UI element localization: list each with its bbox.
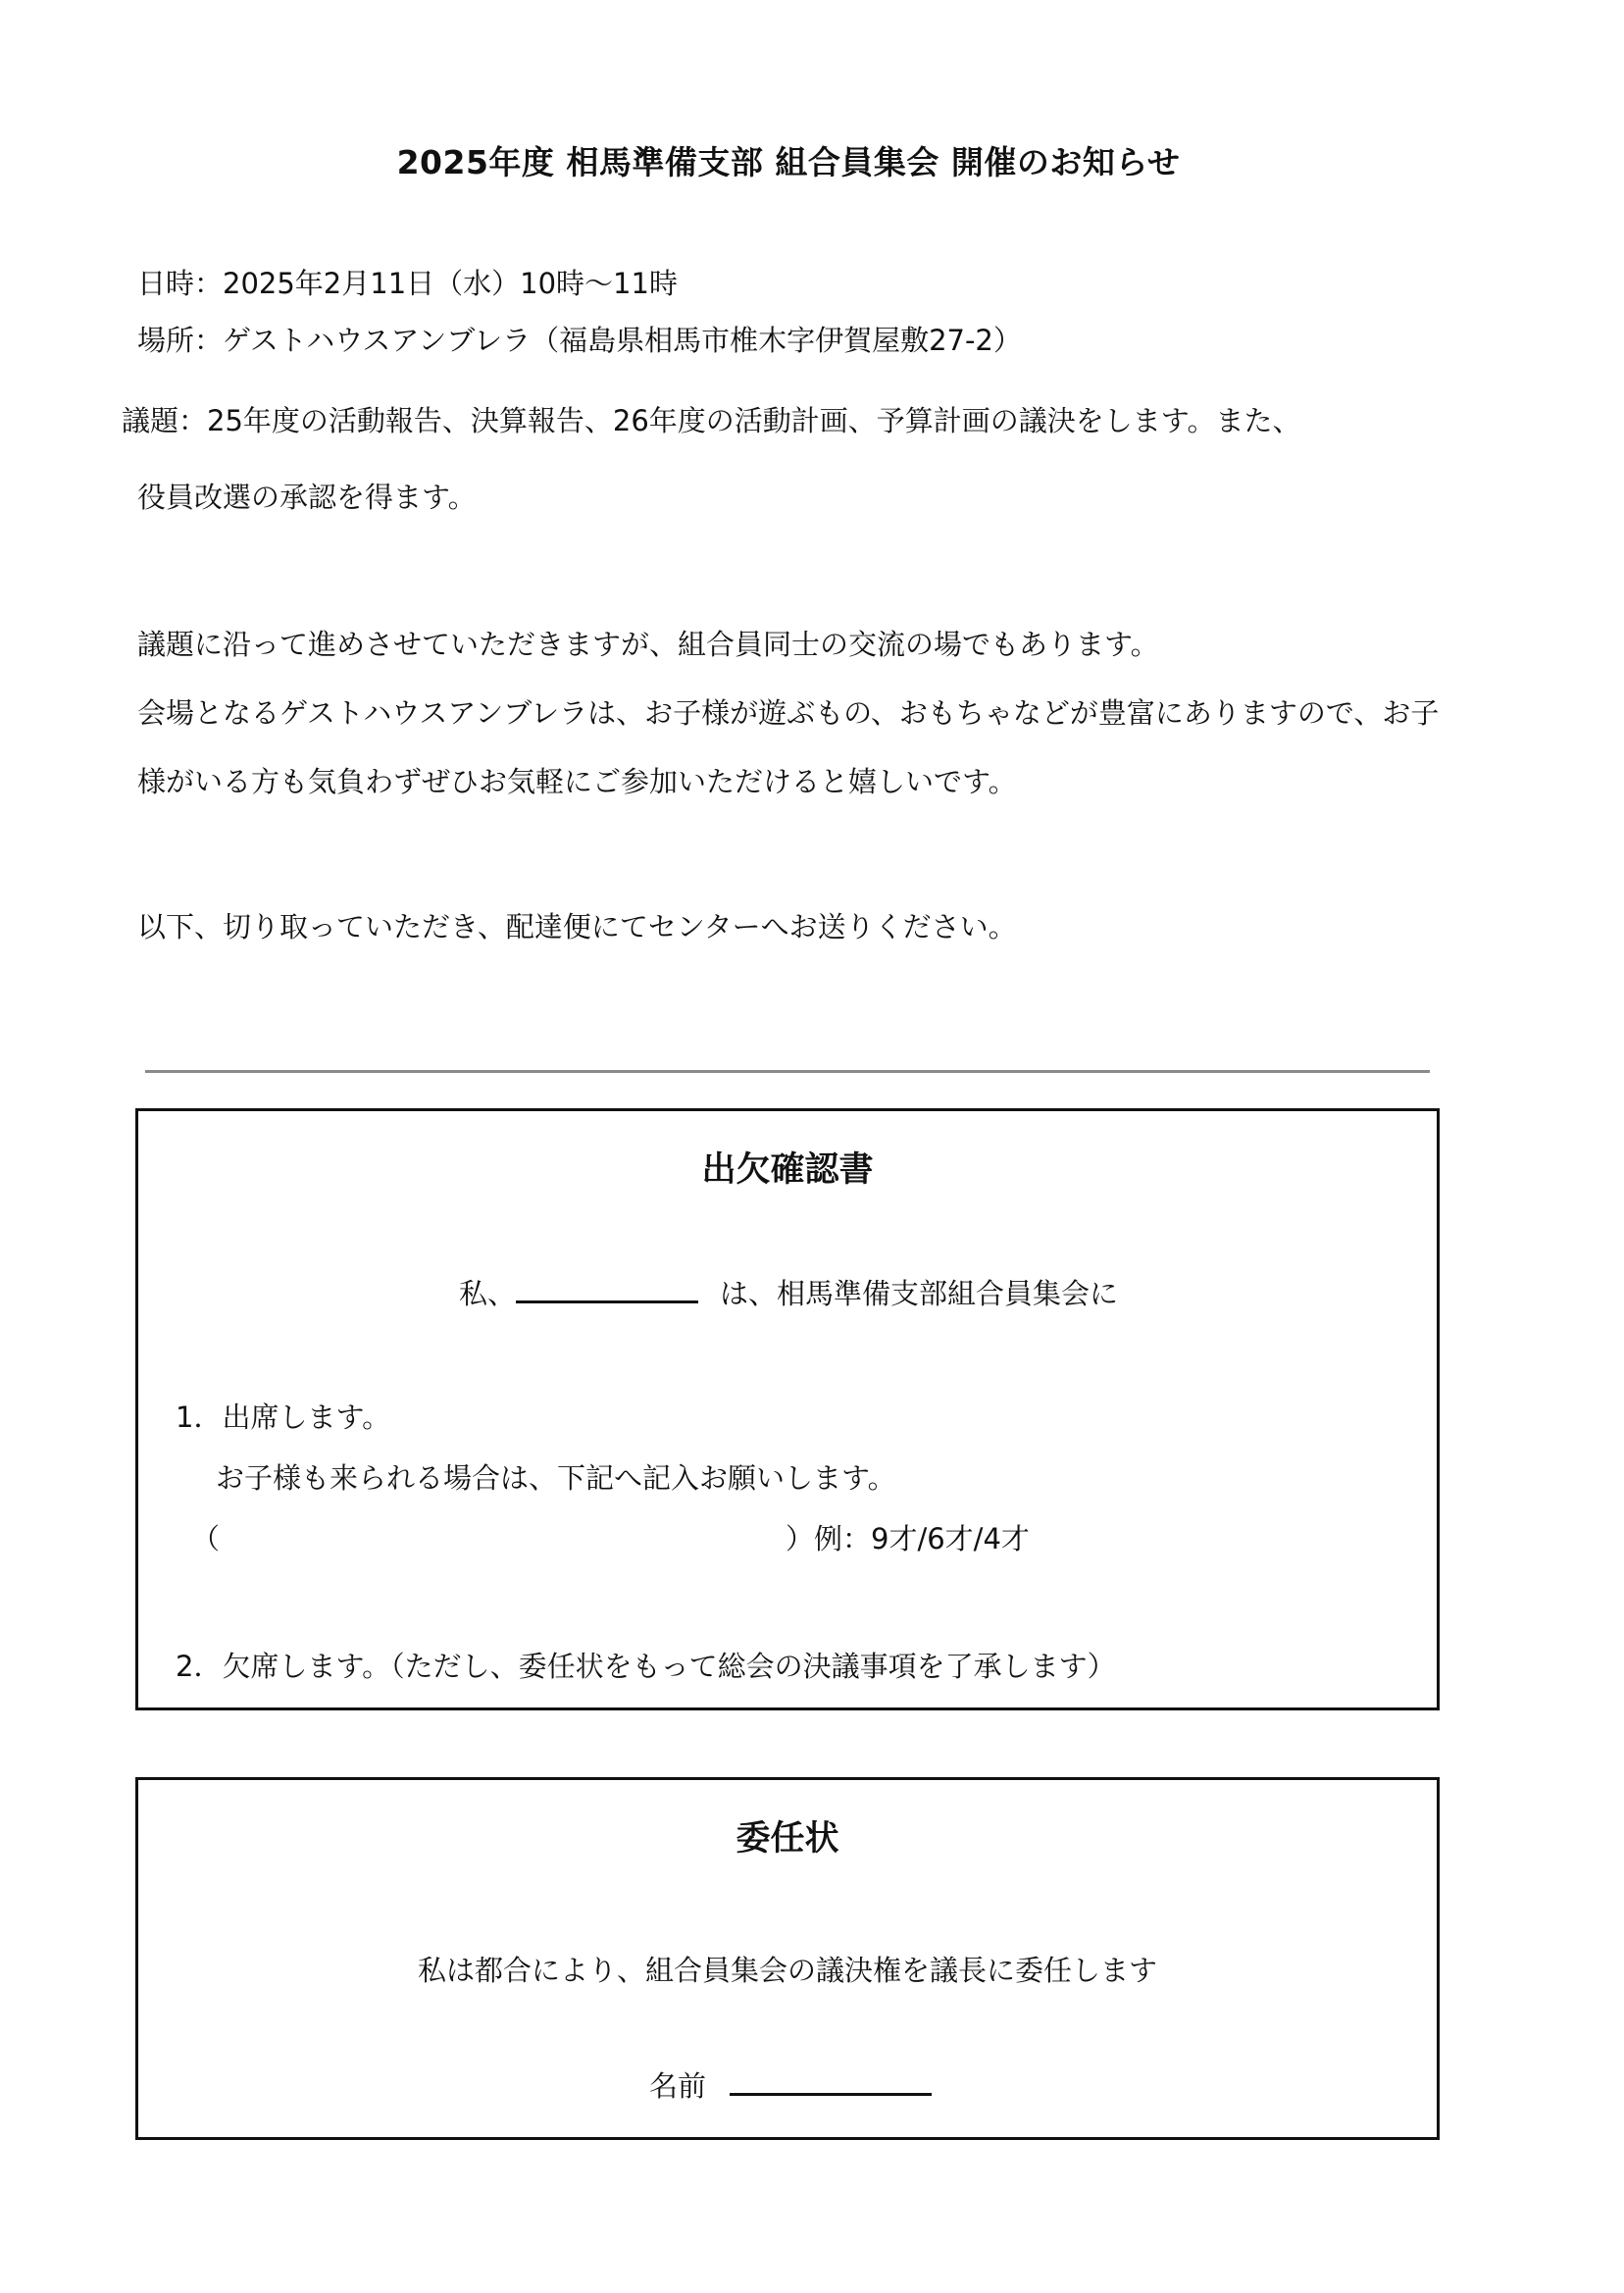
date-line: 日時：2025年2月11日（水）10時～11時 [137, 267, 678, 300]
name-label: 名前 [648, 2069, 706, 2103]
option-attend[interactable]: 1．出席します。 [176, 1401, 391, 1434]
statement-prefix: 私、 [458, 1277, 516, 1310]
paragraph-1-line-2: 会場となるゲストハウスアンブレラは、お子様が遊ぶもの、おもちゃなどが豊富にありますので、お子 [137, 696, 1440, 730]
place-line: 場所：ゲストハウスアンブレラ（福島県相馬市椎木字伊賀屋敷27-2） [137, 324, 1022, 357]
cutout-instruction: 以下、切り取っていただき、配達便にてセンターへお送りください。 [137, 910, 1017, 943]
proxy-name-blank[interactable] [730, 2071, 932, 2096]
attendance-form-title: 出欠確認書 [701, 1150, 874, 1190]
agenda-line-2: 役員改選の承認を得ます。 [137, 481, 477, 514]
attendance-statement [138, 1272, 1437, 1312]
page-title: 2025年度 相馬準備支部 組合員集会 開催のお知らせ [396, 143, 1181, 181]
statement-suffix: は、相馬準備支部組合員集会に [720, 1277, 1119, 1310]
option-absent[interactable]: 2．欠席します。（ただし、委任状をもって総会の決議事項を了承します） [176, 1650, 1116, 1683]
agenda-line-1: 議題：25年度の活動報告、決算報告、26年度の活動計画、予算計画の議決をします。また、 [122, 404, 1301, 437]
children-age-example: ）例：9才/6才/4才 [786, 1522, 1030, 1555]
proxy-form-title: 委任状 [736, 1819, 839, 1859]
paragraph-1-line-3: 様がいる方も気負わずぜひお気軽にご参加いただけると嬉しいです。 [137, 765, 1017, 798]
children-age-field[interactable] [285, 1517, 786, 1553]
member-name-blank[interactable] [516, 1279, 698, 1303]
proxy-name-line [138, 2064, 1437, 2105]
children-age-paren-open: （ [191, 1522, 221, 1555]
proxy-form [135, 1777, 1440, 2140]
paragraph-1-line-1: 議題に沿って進めさせていただきますが、組合員同士の交流の場でもあります。 [137, 628, 1159, 661]
attendance-form [135, 1108, 1440, 1710]
cut-line-divider [145, 1070, 1430, 1073]
proxy-statement: 私は都合により、組合員集会の議決権を議長に委任します [417, 1954, 1157, 1987]
option-attend-note: お子様も来られる場合は、下記へ記入お願いします。 [216, 1461, 896, 1495]
